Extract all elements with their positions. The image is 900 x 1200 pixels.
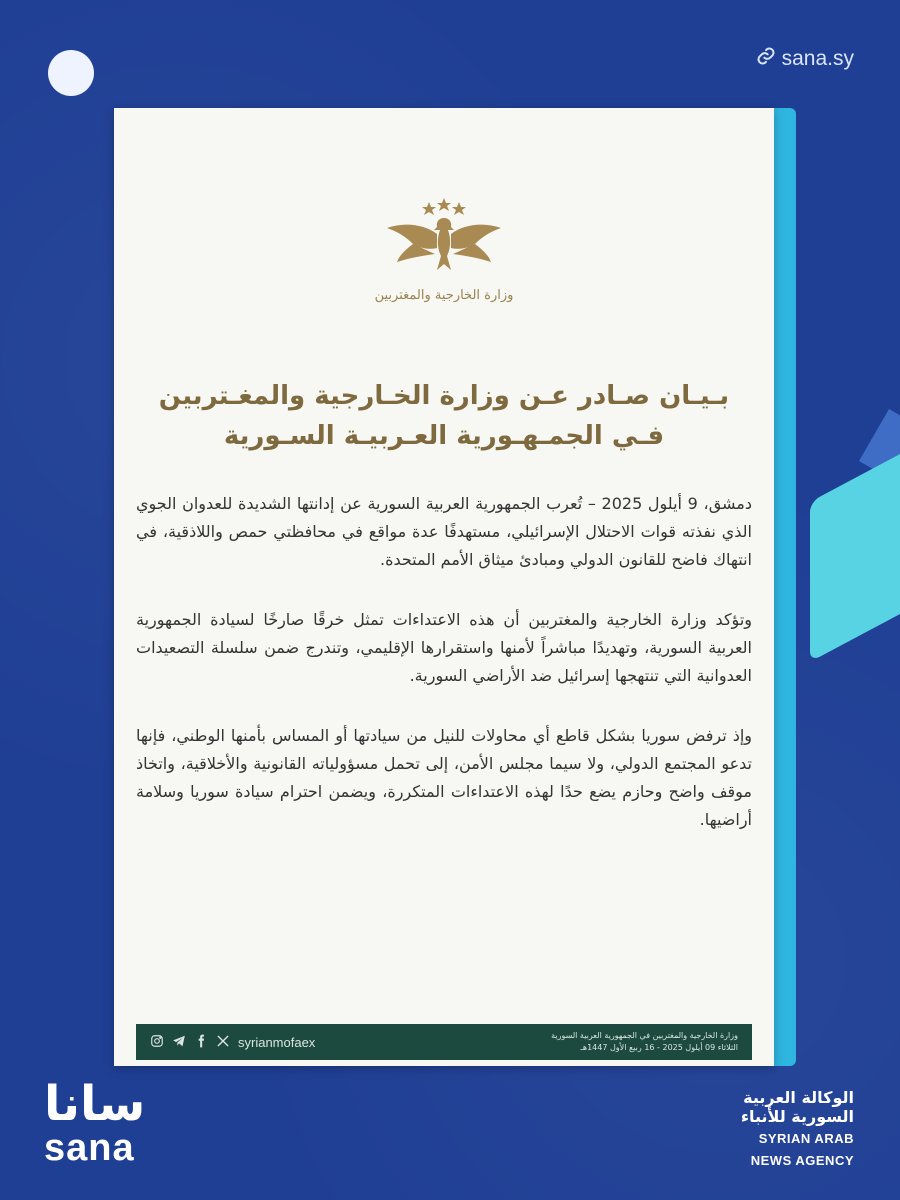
footer-date: الثلاثاء 09 أيلول 2025 - 16 ربيع الأول 1447هـ <box>580 1043 738 1052</box>
sana-logo-latin: sana <box>44 1127 135 1169</box>
x-icon[interactable] <box>216 1034 230 1051</box>
agency-name-en-2: NEWS AGENCY <box>750 1152 854 1168</box>
agency-name-ar-2: السورية للأنباء <box>740 1107 854 1127</box>
footer-ministry: وزارة الخارجية والمغتربين في الجمهورية العربية السورية <box>551 1031 738 1040</box>
site-link[interactable] <box>756 46 854 72</box>
statement-body <box>136 490 752 866</box>
instagram-icon[interactable] <box>150 1034 164 1051</box>
title-line-2: فـي الجمـهـورية العـربيـة السـورية <box>223 421 665 452</box>
eagle-emblem-icon <box>379 194 509 324</box>
agency-name-ar-1: الوكالة العربية <box>743 1088 854 1107</box>
sana-logo-arabic: سانا <box>44 1076 146 1132</box>
paragraph-3: وإذ ترفض سوريا بشكل قاطع أي محاولات للنيل من سيادتها أو المساس بأمنها الوطني، فإنها تدعو المجتمع الدولي، ولا سيما مجلس الأمن، إلى تحمل مسؤولياته القانونية والأخلاقية، واتخاذ موقف واضح وحازم يضع حدًا لهذه الاعتداءات المتكررة، ويضمن احترام سيادة سوريا وسلامة أراضيها. <box>136 726 752 829</box>
document-footer <box>136 1024 752 1060</box>
statement-card <box>114 108 796 1066</box>
ministry-logo-caption: وزارة الخارجية والمغتربين <box>374 288 514 303</box>
paragraph-1: دمشق، 9 أيلول 2025 – تُعرب الجمهورية العربية السورية عن إدانتها الشديدة للعدوان الجوي الذي نفذته قوات الاحتلال الإسرائيلي، مستهدفًا عدة مواقع في محافظتي حمص واللاذقية، في انتهاك فاضح للقانون الدولي ومبادئ ميثاق الأمم المتحدة. <box>136 494 753 569</box>
social-links <box>150 1034 315 1051</box>
sana-logo <box>44 1076 146 1170</box>
social-handle[interactable]: syrianmofaex <box>238 1034 316 1050</box>
agency-name-en-1: SYRIAN ARAB <box>758 1131 854 1147</box>
paragraph-2: وتؤكد وزارة الخارجية والمغتربين أن هذه الاعتداءات تمثل خرقًا صارخًا لسيادة الجمهورية العربية السورية، وتهديدًا مباشراً لأمنها واستقرارها الإقليمي، وتندرج ضمن سلسلة التصعيدات العدوانية التي تنتهجها إسرائيل ضد الأراضي السورية. <box>136 610 752 685</box>
statement-document <box>114 108 774 1066</box>
statement-title <box>134 376 754 457</box>
telegram-icon[interactable] <box>172 1034 186 1051</box>
agency-name <box>741 1088 854 1169</box>
footer-info <box>551 1030 738 1054</box>
decorative-dot <box>48 50 94 96</box>
facebook-icon[interactable] <box>194 1034 208 1051</box>
site-url: sana.sy <box>781 47 854 70</box>
link-icon <box>756 46 776 72</box>
title-line-1: بـيـان صـادر عـن وزارة الخـارجية والمغـتربين <box>158 381 730 411</box>
